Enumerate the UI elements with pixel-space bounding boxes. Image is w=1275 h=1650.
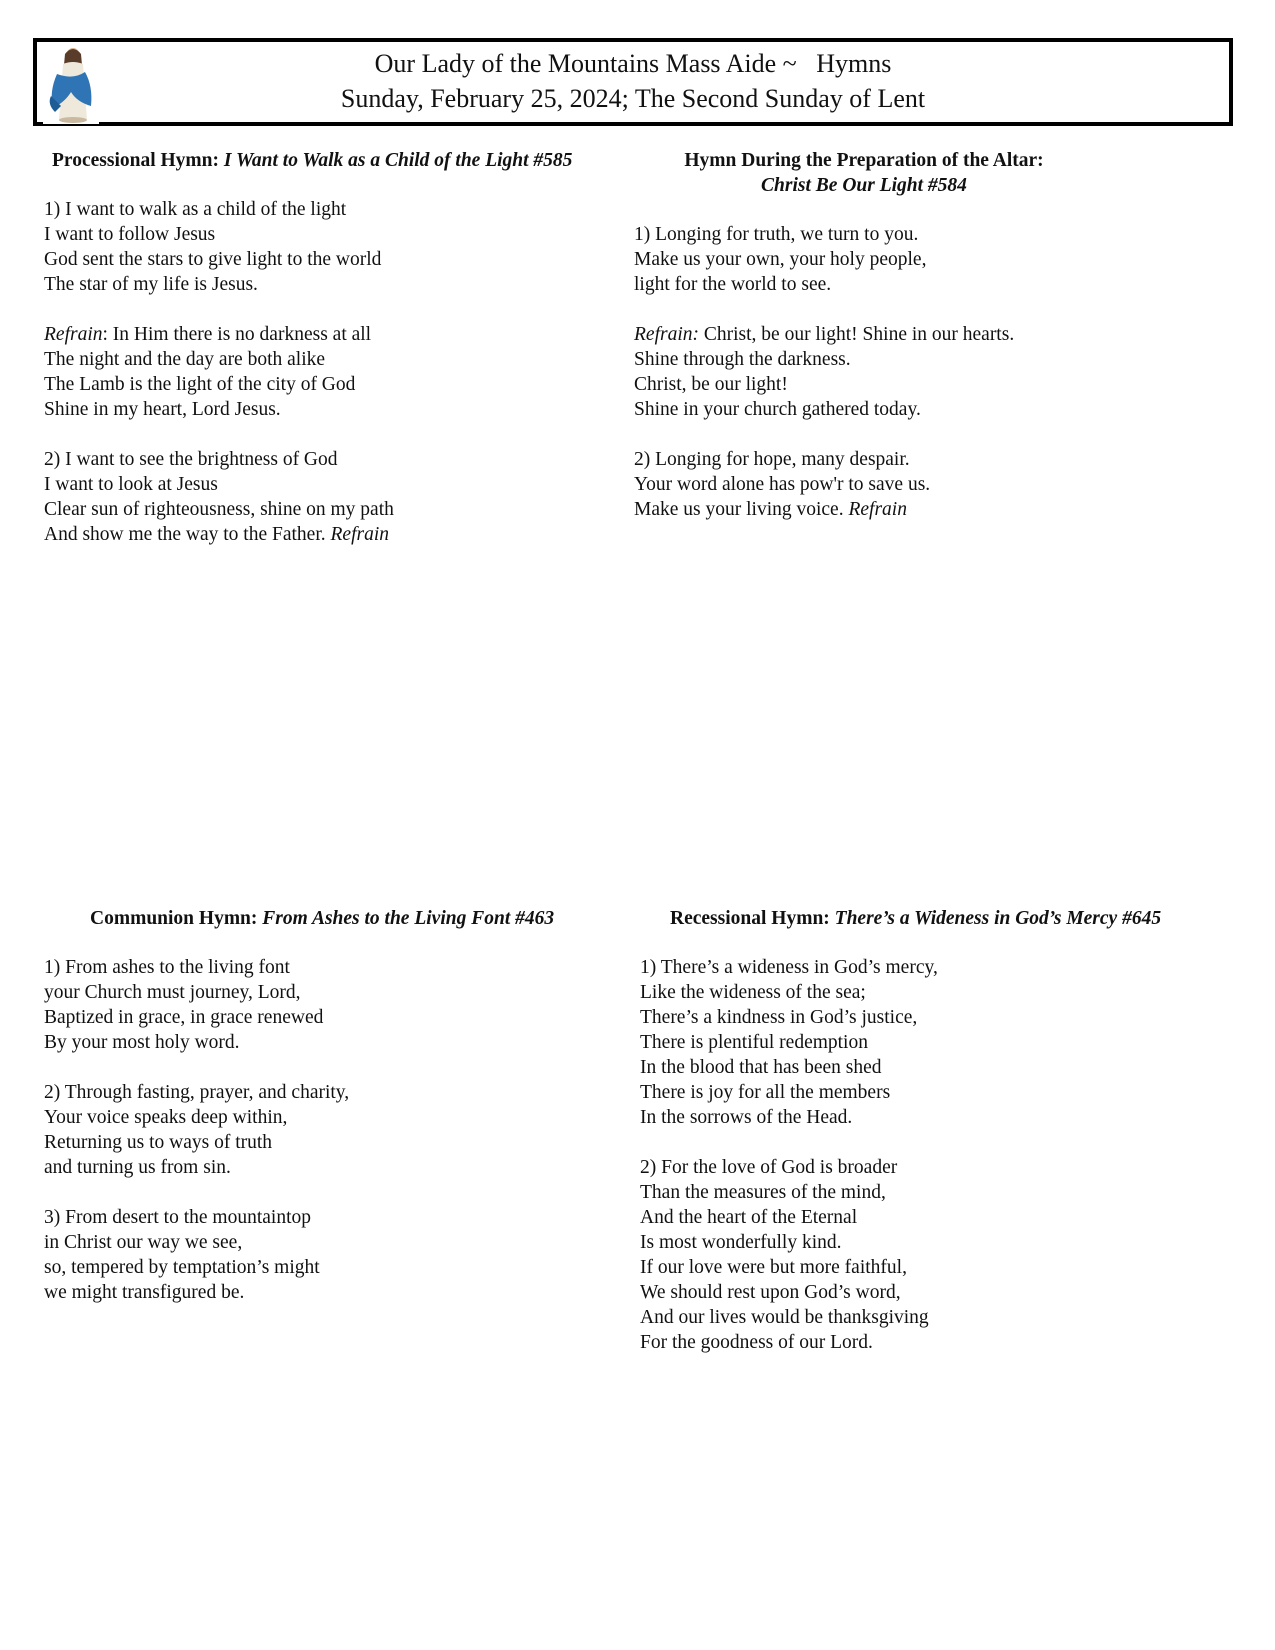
lyric-line: If our love were but more faithful, <box>640 1257 907 1278</box>
communion-heading <box>44 906 554 931</box>
lyric-line: The Lamb is the light of the city of God <box>44 374 356 395</box>
preparation-hymn <box>634 148 1234 547</box>
refrain-label: Refrain <box>44 324 103 345</box>
preparation-heading <box>664 148 1064 198</box>
lyric-line: your Church must journey, Lord, <box>44 982 301 1003</box>
communion-verse-1 <box>44 955 554 1055</box>
lyric-line: Than the measures of the mind, <box>640 1182 886 1203</box>
recessional-verse-1 <box>640 955 1161 1130</box>
lyric-line: For the goodness of our Lord. <box>640 1332 873 1353</box>
lyric-line: God sent the stars to give light to the world <box>44 249 382 270</box>
lyric-line: In the sorrows of the Head. <box>640 1107 853 1128</box>
lyric-line: Make us your own, your holy people, <box>634 249 927 270</box>
lyric-line: And the heart of the Eternal <box>640 1207 858 1228</box>
lyric-line: 3) From desert to the mountaintop <box>44 1207 312 1228</box>
lyric-line: There is joy for all the members <box>640 1082 891 1103</box>
lyric-line: Returning us to ways of truth <box>44 1132 273 1153</box>
processional-title: I Want to Walk as a Child of the Light #585 <box>223 150 573 171</box>
lyric-line: The night and the day are both alike <box>44 349 326 370</box>
lyric-line <box>44 322 572 347</box>
communion-verse-2 <box>44 1080 554 1180</box>
recessional-heading <box>640 906 1161 931</box>
lyric-text: Make us your living voice. <box>634 499 849 520</box>
lyric-line <box>44 522 572 547</box>
lyric-line: By your most holy word. <box>44 1032 240 1053</box>
refrain-cue: Refrain <box>330 524 389 545</box>
refrain-text: : In Him there is no darkness at all <box>102 324 372 345</box>
communion-verse-3 <box>44 1205 554 1305</box>
processional-heading <box>44 148 572 173</box>
lyric-line: I want to follow Jesus <box>44 224 216 245</box>
lyric-line: 2) Through fasting, prayer, and charity, <box>44 1082 350 1103</box>
lyric-line: Shine through the darkness. <box>634 349 851 370</box>
lyric-line: I want to look at Jesus <box>44 474 218 495</box>
processional-hymn <box>44 148 572 572</box>
recessional-label: Recessional Hymn: <box>670 908 830 929</box>
processional-refrain <box>44 322 572 422</box>
lyric-line <box>634 497 1234 522</box>
preparation-verse-2 <box>634 447 1234 522</box>
processional-label: Processional Hymn: <box>52 150 220 171</box>
communion-title: From Ashes to the Living Font #463 <box>262 908 555 929</box>
lyric-line: we might transfigured be. <box>44 1282 245 1303</box>
lyric-line: Clear sun of righteousness, shine on my path <box>44 499 394 520</box>
lyric-line: and turning us from sin. <box>44 1157 231 1178</box>
communion-label: Communion Hymn: <box>90 908 258 929</box>
lyric-line: in Christ our way we see, <box>44 1232 243 1253</box>
lyric-line: Shine in your church gathered today. <box>634 399 921 420</box>
processional-verse-2 <box>44 447 572 547</box>
recessional-verse-2 <box>640 1155 1161 1355</box>
lyric-line: 1) From ashes to the living font <box>44 957 290 978</box>
refrain-cue: Refrain <box>848 499 907 520</box>
recessional-hymn <box>640 906 1161 1380</box>
header-line-2: Sunday, February 25, 2024; The Second Sunday of Lent <box>340 84 926 113</box>
lyric-line: 1) There’s a wideness in God’s mercy, <box>640 957 938 978</box>
lyric-line: There’s a kindness in God’s justice, <box>640 1007 918 1028</box>
preparation-label: Hymn During the Preparation of the Altar: <box>684 150 1044 171</box>
lyric-line: Like the wideness of the sea; <box>640 982 866 1003</box>
preparation-verse-1 <box>634 222 1234 297</box>
lyric-line: There is plentiful redemption <box>640 1032 868 1053</box>
lyric-line: 2) I want to see the brightness of God <box>44 449 338 470</box>
refrain-text: Christ, be our light! Shine in our hearts. <box>698 324 1015 345</box>
lyric-line: 1) I want to walk as a child of the light <box>44 199 347 220</box>
lyric-line: Christ, be our light! <box>634 374 788 395</box>
lyric-line <box>634 322 1234 347</box>
refrain-label: Refrain: <box>634 324 699 345</box>
lyric-line: In the blood that has been shed <box>640 1057 882 1078</box>
preparation-refrain <box>634 322 1234 422</box>
lyric-line: Is most wonderfully kind. <box>640 1232 842 1253</box>
lyric-line: Your word alone has pow'r to save us. <box>634 474 931 495</box>
lyric-line: We should rest upon God’s word, <box>640 1282 901 1303</box>
lyric-text: And show me the way to the Father. <box>44 524 331 545</box>
lyric-line: light for the world to see. <box>634 274 832 295</box>
lyric-line: Shine in my heart, Lord Jesus. <box>44 399 281 420</box>
processional-verse-1 <box>44 197 572 297</box>
lyric-line: 2) Longing for hope, many despair. <box>634 449 910 470</box>
lyric-line: so, tempered by temptation’s might <box>44 1257 320 1278</box>
lyric-line: Baptized in grace, in grace renewed <box>44 1007 324 1028</box>
lyric-line: And our lives would be thanksgiving <box>640 1307 929 1328</box>
communion-hymn <box>44 906 554 1330</box>
preparation-title: Christ Be Our Light #584 <box>761 175 967 196</box>
recessional-title: There’s a Wideness in God’s Mercy #645 <box>834 908 1162 929</box>
lyric-line: Your voice speaks deep within, <box>44 1107 288 1128</box>
lyric-line: The star of my life is Jesus. <box>44 274 258 295</box>
header-box <box>33 38 1233 126</box>
lyric-line: 2) For the love of God is broader <box>640 1157 898 1178</box>
lyric-line: 1) Longing for truth, we turn to you. <box>634 224 919 245</box>
header-title <box>37 46 1229 116</box>
header-line-1: Our Lady of the Mountains Mass Aide ~ Hymns <box>374 49 892 78</box>
